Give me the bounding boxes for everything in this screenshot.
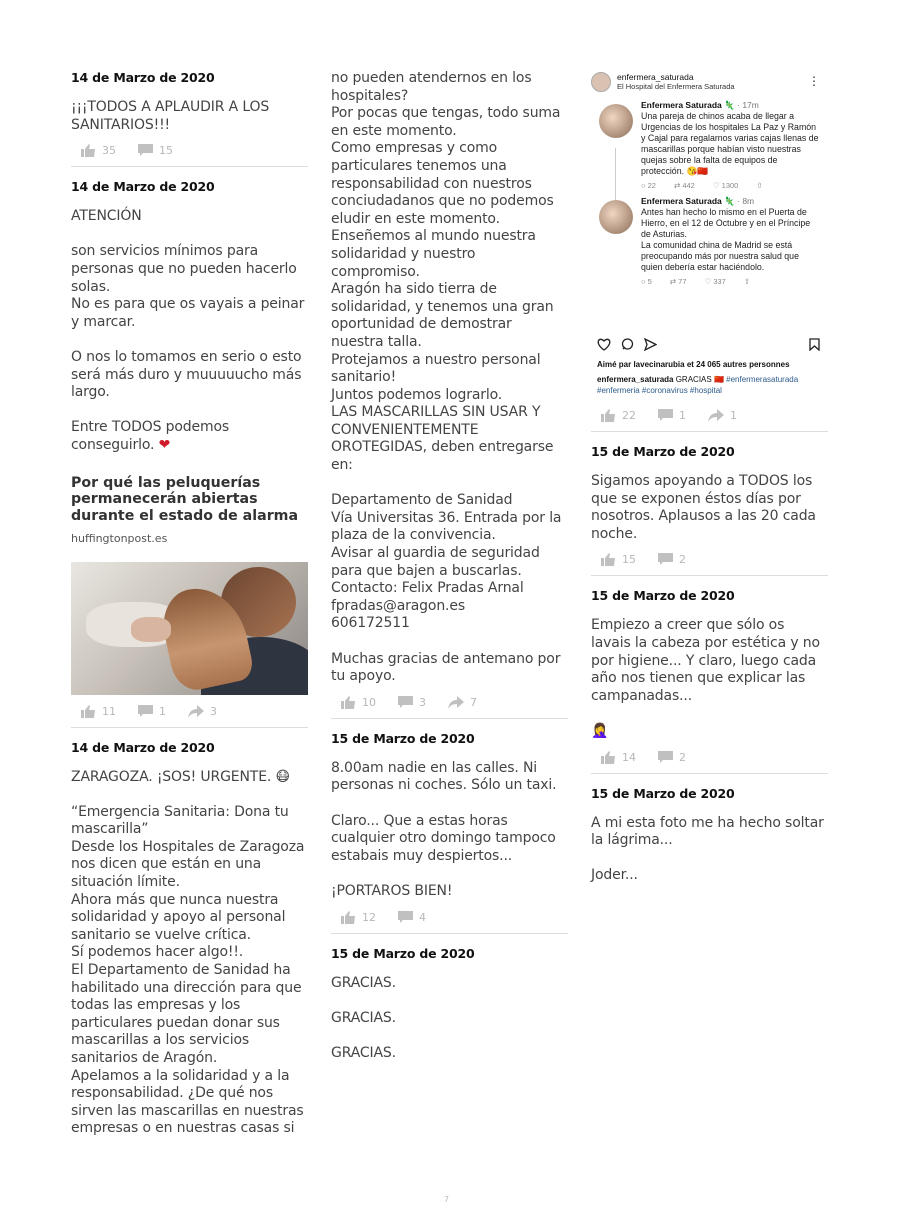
post: [331, 731, 568, 934]
comment-button[interactable]: [658, 553, 686, 566]
thumbs-up-icon: [81, 144, 96, 157]
comment-icon: [658, 553, 673, 566]
share-arrow-icon: [188, 705, 204, 718]
share-arrow-icon: [708, 409, 724, 422]
comment-icon: [398, 911, 413, 924]
comment-count: 4: [419, 910, 426, 924]
column-2: [331, 70, 568, 1075]
caption-hashtags[interactable]: #enfermerasaturada #enfermeria #coronavirus #hospital: [597, 375, 799, 395]
share-button[interactable]: [448, 696, 477, 709]
fav-value: 1300: [721, 181, 739, 190]
post-text-head: ZARAGOZA. ¡SOS! URGENTE.: [71, 769, 276, 785]
column-3: [591, 70, 828, 897]
post-date: 14 de Marzo de 2020: [71, 740, 215, 755]
comment-icon: [398, 696, 413, 709]
tweet-author-name: Enfermera Saturada: [641, 196, 722, 206]
comment-button[interactable]: [658, 751, 686, 764]
avatar[interactable]: [591, 72, 611, 92]
post-date: 15 de Marzo de 2020: [331, 730, 475, 746]
like-count: 15: [622, 553, 636, 567]
comment-count: 1: [159, 705, 166, 718]
like-count: 11: [102, 705, 116, 718]
share-icon: ⇧: [743, 277, 751, 286]
share-icon: ⇧: [756, 181, 763, 190]
thumbs-up-icon: [601, 751, 616, 764]
comment-count: 15: [159, 144, 173, 158]
link-domain: huffingtonpost.es: [71, 532, 168, 545]
post: [591, 588, 828, 773]
thumbs-up-icon: [601, 409, 616, 422]
page-number: 7: [444, 1195, 450, 1204]
like-button[interactable]: [81, 705, 116, 718]
like-button[interactable]: [341, 696, 376, 709]
like-count: 14: [622, 750, 636, 764]
post: [591, 786, 828, 885]
comment-icon: [658, 751, 673, 764]
comment-count: 3: [419, 695, 426, 709]
caption-text: GRACIAS 🇨🇳: [673, 375, 727, 384]
lizard-icon: 🦎: [724, 100, 735, 110]
heart-icon[interactable]: [597, 338, 611, 351]
like-button[interactable]: [341, 911, 376, 924]
post: [71, 70, 308, 167]
more-options-icon[interactable]: ⋮: [808, 74, 820, 88]
link-image[interactable]: [71, 562, 308, 695]
comment-button[interactable]: [138, 705, 166, 718]
post-text: no pueden atendernos en los hospitales? Por pocas que tengas, todo suma en este momento. Como empresas y como particulares tenemos una responsabilidad con nuestros conciudadanos que no podemos eludir en este momento. Enseñemos al mundo nuestra solidaridad y nuestro compromiso. Aragón ha sido tierra de solidaridad, y tenemos una gran oportunidad de demostrar nuestra talla. Protejamos a nuestro personal sanitario! Juntos podemos lograrlo. LAS MASCARILLAS SIN USAR Y CONVENIENTEMENTE OROTEGIDAS, deben entregarse en: Departamento de Sanidad Vía Universitas 36. Entrada por la plaza de la convivencia. Avisar al guardia de seguridad para que bajen a buscarlas. Contacto: Felix Pradas Arnal fpradas@aragon.es 606172511 Muchas gracias de antemano por tu apoyo.: [331, 70, 562, 685]
comment-button[interactable]: [138, 144, 173, 157]
comment-icon: [138, 144, 153, 157]
tweet-body: Antes han hecho lo mismo en el Puerta de Hierro, en el 12 de Octubre y en el Príncipe de Asturias. La comunidad china de Madrid se está preocupando más por nuestra salud que quien debería estar haciéndolo.: [641, 207, 811, 272]
send-icon[interactable]: [644, 338, 657, 351]
post: [71, 740, 308, 1138]
thumbs-up-icon: [601, 553, 616, 566]
post-stats: [591, 409, 828, 432]
instagram-actions: [597, 338, 657, 351]
comment-count: 2: [679, 750, 686, 764]
fav-count: ♡ 337: [704, 277, 726, 286]
post-date: 15 de Marzo de 2020: [331, 945, 475, 961]
share-count: 7: [470, 695, 477, 709]
likes-line: Aimé par lavecinarubia et 24 065 autres personnes: [597, 360, 790, 369]
post-stats: [331, 911, 568, 934]
fav-value: 337: [713, 277, 726, 286]
comment-icon: [658, 409, 673, 422]
thumbs-up-icon: [341, 911, 356, 924]
post-date: 15 de Marzo de 2020: [591, 588, 735, 604]
mask-face-icon: 😷: [275, 769, 290, 785]
tweet-author-name: Enfermera Saturada: [641, 100, 722, 110]
comment-button[interactable]: [398, 696, 426, 709]
post-text: [71, 208, 308, 454]
reply-value: 22: [647, 181, 656, 190]
column-1: [71, 70, 308, 1150]
thumbs-up-icon: [81, 705, 96, 718]
tweet-avatar: [599, 104, 633, 138]
reply-value: 5: [647, 277, 652, 286]
tweet-author: [641, 196, 821, 207]
comment-button[interactable]: [398, 911, 426, 924]
like-button[interactable]: [601, 409, 636, 422]
post-text: Sigamos apoyando a TODOS los que se exponen éstos días por nosotros. Aplausos a las 20 cada noche.: [591, 473, 816, 542]
tweet-author: [641, 100, 821, 111]
reply-count: ○ 5: [641, 277, 652, 286]
comment-count: 1: [679, 409, 686, 422]
photo-hand: [131, 617, 171, 642]
post-stats: [591, 751, 828, 774]
like-button[interactable]: [601, 751, 636, 764]
embed-user[interactable]: [617, 73, 735, 91]
like-count: 35: [102, 144, 116, 158]
post-date: 15 de Marzo de 2020: [591, 444, 735, 459]
tweet-actions: [641, 181, 821, 190]
fav-count: ♡ 1300: [712, 181, 739, 190]
post-stats: [71, 705, 308, 728]
like-count: 22: [622, 409, 636, 422]
post: [331, 946, 568, 1063]
post-text-body: ATENCIÓN son servicios mínimos para personas que no pueden hacerlo solas. No es para que os vayais a peinar y marcar. O nos lo tomamos en serio o esto será más duro y muuuuucho más largo. Entre TODOS podemos conseguirlo.: [71, 208, 305, 453]
comment-button[interactable]: [658, 409, 686, 422]
post-date: 15 de Marzo de 2020: [591, 785, 735, 801]
tweet-thread: [599, 100, 821, 292]
tweet-body: Una pareja de chinos acaba de llegar a Urgencias de los hospitales La Paz y Ramón y Cajal para regalarnos varias cajas llenas de mascarillas porque habían visto nuestras quejas sobre la falta de equipos de protección. 😘🇨🇳: [641, 111, 819, 176]
tweet-time: · 8m: [737, 196, 755, 206]
embed-subtitle: El Hospital del Enfermera Saturada: [617, 82, 735, 91]
share-arrow-icon: [448, 696, 464, 709]
bookmark-icon[interactable]: [809, 338, 820, 351]
like-count: 12: [362, 910, 376, 924]
post-stats: [331, 696, 568, 719]
comment-icon: [138, 705, 153, 718]
post-continued: [331, 70, 568, 719]
retweet-count: ⇄ 442: [673, 181, 695, 190]
post-text: ¡¡¡TODOS A APLAUDIR A LOS SANITARIOS!!!: [71, 99, 270, 133]
comment-count: 2: [679, 553, 686, 567]
facepalm-icon: 🤦‍♀️: [591, 722, 609, 739]
tweet: [599, 100, 821, 190]
caption: [597, 374, 822, 396]
post-date: 14 de Marzo de 2020: [71, 179, 215, 195]
like-button[interactable]: [601, 553, 636, 566]
like-button[interactable]: [81, 144, 116, 157]
tweet: [599, 196, 821, 286]
share-count: 3: [210, 705, 217, 718]
post-text-body: “Emergencia Sanitaria: Dona tu mascarilla” Desde los Hospitales de Zaragoza nos dicen que están en una situación límite. Ahora más que nunca nuestra solidaridad y apoyo al personal sanitario se vuelve crítica. Sí podemos hacer algo!!. El Departamento de Sanidad ha habilitado una dirección para que todas las empresas y los particulares puedan donar sus mascarillas a los servicios sanitarios de Aragón. Apelamos a la solidaridad y a la responsabilidad. ¿De qué nos sirven las mascarillas en nuestras empresas o en nuestras casas si: [71, 803, 305, 1137]
retweet-value: 442: [682, 181, 695, 190]
tweet-actions: [641, 277, 821, 286]
instagram-embed[interactable]: [591, 70, 828, 405]
reply-count: ○ 22: [641, 181, 656, 190]
post-stats: [591, 553, 828, 576]
share-count: 1: [730, 409, 737, 422]
comment-bubble-icon[interactable]: [621, 338, 634, 351]
link-title[interactable]: Por qué las peluquerías permanecerán abiertas durante el estado de alarma: [71, 474, 299, 524]
share-button[interactable]: [708, 409, 737, 422]
share-button[interactable]: [188, 705, 217, 718]
retweet-value: 77: [678, 277, 687, 286]
post-text: [71, 769, 308, 787]
post-text-body: Empiezo a creer que sólo os lavais la cabeza por estética y no por higiene... Y claro, luego cada año nos tienen que explicar las campanadas...: [591, 617, 820, 704]
tweet-time: · 17m: [737, 100, 759, 110]
post: [71, 179, 308, 728]
post-stats: [71, 144, 308, 167]
embed-header: [591, 70, 828, 94]
post-text: 8.00am nadie en las calles. Ni personas ni coches. Sólo un taxi. Claro... Que a estas horas cualquier otro domingo tampoco estabais muy despiertos... ¡PORTAROS BIEN!: [331, 759, 557, 899]
embed-username: enfermera_saturada: [617, 72, 694, 82]
post-text: GRACIAS. GRACIAS. GRACIAS.: [331, 974, 396, 1061]
lizard-icon: 🦎: [724, 196, 735, 206]
post: [591, 444, 828, 576]
post-text: [591, 617, 828, 740]
embed-stats-wrap: [591, 409, 828, 432]
tweet-avatar: [599, 200, 633, 234]
like-count: 10: [362, 695, 376, 709]
retweet-count: ⇄ 77: [669, 277, 687, 286]
heart-icon: ❤: [158, 436, 171, 453]
caption-user[interactable]: enfermera_saturada: [597, 375, 674, 384]
post-text: A mi esta foto me ha hecho soltar la lágrima... Joder...: [591, 814, 824, 884]
post-date: 14 de Marzo de 2020: [71, 70, 215, 85]
thumbs-up-icon: [341, 696, 356, 709]
